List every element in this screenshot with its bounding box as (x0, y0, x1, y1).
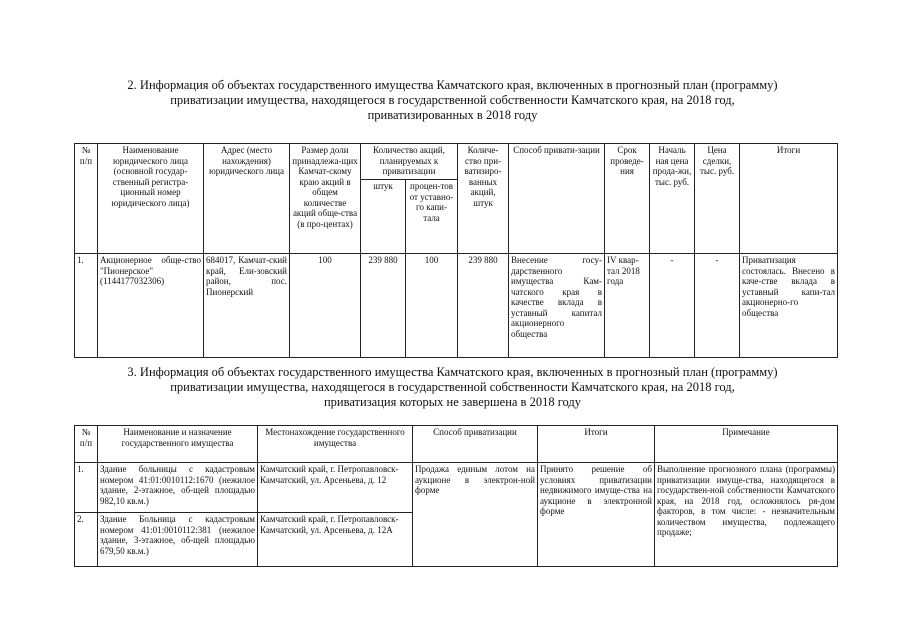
header-property-name: Наименование и назначение государственного имущества (98, 426, 258, 463)
table-row (75, 463, 838, 513)
section-2-title-line-2: приватизации имущества, находящегося в государственной собственности Камчатского края, на 2018 год, (170, 93, 735, 107)
row-pieces: 239 880 (361, 254, 406, 358)
row-num: 1. (75, 254, 98, 358)
table-header-row (75, 144, 838, 180)
header-start-price: Началь ная цена прода-жи, тыс. руб. (650, 144, 695, 254)
merged-note: Выполнение прогнозного плана (программы) приватизации имуще-ства, находящегося в государствен-ной собственности Камчатского края, на 2018 год, осложнялось ря-дом факторов, в том числе: - незначительным количеством имущества, подлежащего продаже; (655, 463, 838, 567)
row-num: 2. (75, 513, 98, 567)
row-location: Камчатский край, г. Петропавловск-Камчатский, ул. Арсеньева, д. 12А (258, 513, 413, 567)
header-pieces: штук (361, 180, 406, 254)
row-property-name: Здание больницы с кадастровым номером 41:01:0010112:1670 (нежилое здание, 2-этажное, об-щей площадью 982,10 кв.м.) (98, 463, 258, 513)
unfinished-privatization-table (74, 425, 838, 567)
row-privatization-method: Внесение госу-дарственного имущества Кам-чатского края в качестве вклада в уставный капитал акционерного общества (509, 254, 605, 358)
row-legal-entity-name: Акционерное обще-ство "Пионерское" (1144177032306) (98, 254, 204, 358)
header-num: № п/п (75, 426, 98, 463)
header-legal-entity-name: Наименование юридического лица (основной государ-ственный регистра-ционный номер юридического лица) (98, 144, 204, 254)
row-address: 684017, Камчат-ский край, Ели-зовский район, пос. Пионерский (204, 254, 290, 358)
section-3-title-line-1: 3. Информация об объектах государственного имущества Камчатского края, включенных в прогнозный план (программу) (127, 365, 778, 379)
row-results: Приватизация состоялась. Внесено в каче-стве вклада в уставный капи-тал акционерно-го общества (740, 254, 838, 358)
header-results: Итоги (538, 426, 655, 463)
header-num: № п/п (75, 144, 98, 254)
row-share-size: 100 (290, 254, 361, 358)
section-2-title-line-3: приватизированных в 2018 году (367, 108, 538, 122)
row-location: Камчатский край, г. Петропавловск-Камчатский, ул. Арсеньева, д. 12 (258, 463, 413, 513)
row-term: IV квар-тал 2018 года (605, 254, 650, 358)
header-address: Адрес (место нахождения) юридического лица (204, 144, 290, 254)
row-num: 1. (75, 463, 98, 513)
section-3-title-line-2: приватизации имущества, находящегося в государственной собственности Камчатского края, на 2018 год, (170, 380, 735, 394)
section-3-title-line-3: приватизация которых не завершена в 2018 году (323, 395, 582, 409)
header-note: Примечание (655, 426, 838, 463)
section-2-title (60, 78, 845, 123)
privatized-objects-table (74, 143, 838, 358)
section-2-title-line-1: 2. Информация об объектах государственного имущества Камчатского края, включенных в прогнозный план (программу) (127, 78, 778, 92)
header-privatized-shares: Количе-ство при-ватизиро-ванных акций, штук (458, 144, 509, 254)
row-percent: 100 (406, 254, 458, 358)
merged-privatization-method: Продажа единым лотом на аукционе в электрон-ной форме (413, 463, 538, 567)
header-results: Итоги (740, 144, 838, 254)
header-deal-price: Цена сделки, тыс. руб. (695, 144, 740, 254)
header-term: Срок проведе-ния (605, 144, 650, 254)
table-header-row (75, 426, 838, 463)
section-3-title (60, 365, 845, 410)
row-deal-price: - (695, 254, 740, 358)
row-privatized-shares: 239 880 (458, 254, 509, 358)
merged-results: Принято решение об условиях приватизации недвижимого имуще-ства на аукционе в электронной форме (538, 463, 655, 567)
header-privatization-method: Способ привати-зации (509, 144, 605, 254)
row-property-name: Здание Больница с кадастровым номером 41:01:0010112:381 (нежилое здание, 3-этажное, об-щей площадью 679,50 кв.м.) (98, 513, 258, 567)
row-start-price: - (650, 254, 695, 358)
header-privatization-method: Способ приватизации (413, 426, 538, 463)
header-planned-shares: Количество акций, планируемых к приватизации (361, 144, 458, 180)
header-location: Местонахождение государственного имущества (258, 426, 413, 463)
table-row (75, 254, 838, 358)
header-percent: процен-тов от уставно-го капи-тала (406, 180, 458, 254)
header-share-size: Размер доли принадлежа-щих Камчат-скому краю акций в общем количестве акций обще-ства (в про-центах) (290, 144, 361, 254)
